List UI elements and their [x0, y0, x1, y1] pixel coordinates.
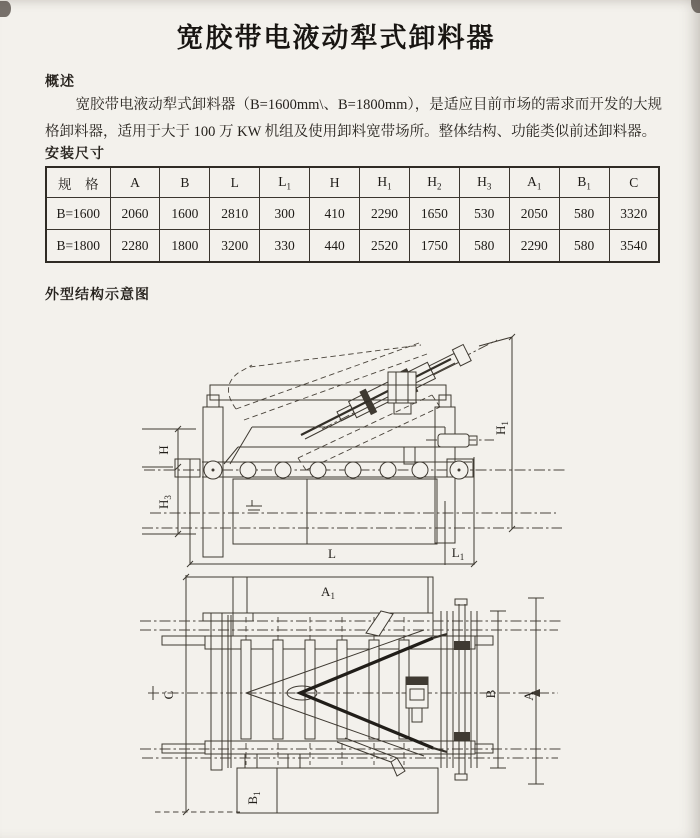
dimension-cell: 1750 [409, 230, 459, 263]
table-header-cell: $H_1$ [360, 167, 410, 198]
dim-label-l: L [328, 546, 336, 561]
dim-label-b: B [483, 689, 498, 699]
dim-label-h: H [156, 445, 171, 455]
dimension-cell: 2060 [110, 198, 160, 230]
dimension-cell: 580 [559, 198, 609, 230]
spec-cell: B=1800 [46, 230, 110, 263]
roller-set [241, 617, 409, 765]
table-header-cell: $B_1$ [559, 167, 609, 198]
table-header-cell: $A_1$ [509, 167, 559, 198]
table-header-cell: C [609, 167, 659, 198]
spec-cell: B=1600 [46, 198, 110, 230]
dimension-cell: 530 [459, 198, 509, 230]
dim-label-h1: $H_1$ [493, 421, 510, 435]
dim-label-a: A [521, 691, 536, 701]
dimension-cell: 410 [310, 198, 360, 230]
dimension-cell: 1650 [409, 198, 459, 230]
dimension-cell: 3320 [609, 198, 659, 230]
table-row [46, 230, 659, 263]
schematic-drawing [0, 315, 700, 838]
dimensions-table [45, 166, 660, 263]
dim-label-b1: $B_1$ [245, 791, 262, 805]
table-header-cell: H [310, 167, 360, 198]
overview-heading: 概述 [45, 73, 75, 89]
dimension-cell: 2280 [110, 230, 160, 263]
dimension-cell: 300 [260, 198, 310, 230]
plan-view-drawing [140, 574, 562, 815]
overview-paragraph: 宽胶带电液动犁式卸料器（B=1600mm\、B=1800mm），是适应目前市场的需求而开发的大规格卸料器，适用于大于 100 万 KW 机组及使用卸料宽带场所。整体结构、功能类似前述卸料器。 [45, 97, 662, 140]
table-header-cell: 规 格 [46, 167, 110, 198]
table-header-cell: $L_1$ [260, 167, 310, 198]
dim-label-a1: $A_1$ [321, 584, 335, 601]
table-header-cell: L [210, 167, 260, 198]
dimension-cell: 330 [260, 230, 310, 263]
dimension-cell: 2050 [509, 198, 559, 230]
page-title: 宽胶带电液动犁式卸料器 [176, 23, 496, 53]
dim-label-l1: $L_1$ [451, 545, 465, 562]
table-header-cell: A [110, 167, 160, 198]
drive-unit [406, 599, 477, 780]
dimension-cell: 3200 [210, 230, 260, 263]
dimension-cell: 580 [459, 230, 509, 263]
dimension-cell: 1600 [160, 198, 210, 230]
dimension-cell: 3540 [609, 230, 659, 263]
dim-label-h3: $H_3$ [156, 495, 173, 509]
install-dimensions-heading: 安装尺寸 [45, 145, 105, 161]
table-header-cell: $H_2$ [409, 167, 459, 198]
dim-label-c: C [161, 690, 176, 700]
dimension-cell: 2290 [509, 230, 559, 263]
scan-artifact-top-left [0, 1, 11, 17]
table-header-cell: B [160, 167, 210, 198]
table-row [46, 198, 659, 230]
schematic-heading: 外型结构示意图 [45, 286, 150, 302]
dimension-cell: 580 [559, 230, 609, 263]
side-view-drawing [142, 334, 566, 567]
scan-artifact-top-right [691, 0, 700, 13]
dimension-cell: 2520 [360, 230, 410, 263]
table-header-row [46, 167, 659, 198]
dimension-cell: 440 [310, 230, 360, 263]
dimension-cell: 2810 [210, 198, 260, 230]
dimension-cell: 1800 [160, 230, 210, 263]
dimension-cell: 2290 [360, 198, 410, 230]
table-header-cell: $H_3$ [459, 167, 509, 198]
